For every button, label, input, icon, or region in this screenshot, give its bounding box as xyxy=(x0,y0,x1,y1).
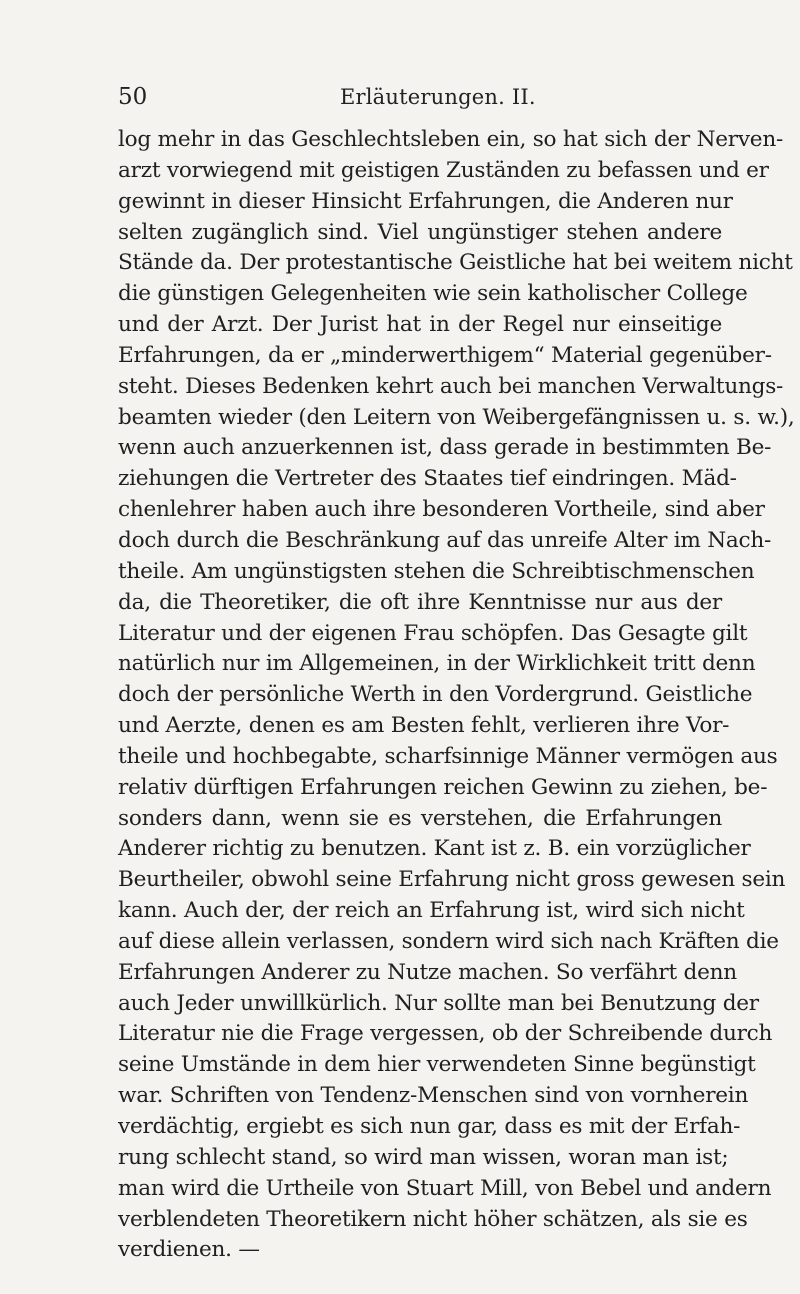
body-text xyxy=(118,125,795,1266)
page-number: 50 xyxy=(118,84,148,110)
text-line: verdächtig, ergiebt es sich nun gar, dass es mit der Erfah- xyxy=(118,1114,741,1139)
text-line: Beurtheiler, obwohl seine Erfahrung nicht gross gewesen sein xyxy=(118,867,786,893)
page-header xyxy=(118,84,718,118)
text-line: log mehr in das Geschlechtsleben ein, so hat sich der Nerven- xyxy=(118,127,784,152)
text-line: auch Jeder unwillkürlich. Nur sollte man bei Benutzung der xyxy=(118,990,759,1016)
text-line: gewinnt in dieser Hinsicht Erfahrungen, die Anderen nur xyxy=(118,188,733,214)
text-line: Erfahrungen, da er „minderwerthigem“ Material gegenüber- xyxy=(118,342,772,368)
text-line: kann. Auch der, der reich an Erfahrung ist, wird sich nicht xyxy=(118,898,745,924)
text-line: Erfahrungen Anderer zu Nutze machen. So verfährt denn xyxy=(118,959,737,985)
text-line: relativ dürftigen Erfahrungen reichen Gewinn zu ziehen, be- xyxy=(118,774,768,800)
text-line: wenn auch anzuerkennen ist, dass gerade in bestimmten Be- xyxy=(118,435,772,461)
text-line: beamten wieder (den Leitern von Weibergefängnissen u. s. w.), xyxy=(118,404,795,430)
text-line: theile. Am ungünstigsten stehen die Schreibtischmenschen xyxy=(118,558,755,584)
text-line: ziehungen die Vertreter des Staates tief eindringen. Mäd- xyxy=(118,466,737,492)
text-line: und der Arzt. Der Jurist hat in der Regel nur einseitige xyxy=(118,312,722,338)
text-line: sonders dann, wenn sie es verstehen, die Erfahrungen xyxy=(118,805,722,831)
text-line: Literatur und der eigenen Frau schöpfen. Das Gesagte gilt xyxy=(118,620,748,646)
text-line: doch der persönliche Werth in den Vordergrund. Geistliche xyxy=(118,682,753,708)
text-line: steht. Dieses Bedenken kehrt auch bei manchen Verwaltungs- xyxy=(118,373,784,399)
text-line: verblendeten Theoretikern nicht höher schätzen, als sie es xyxy=(118,1206,748,1232)
running-title: Erläuterungen. II. xyxy=(340,85,536,109)
text-line: seine Umstände in dem hier verwendeten Sinne begünstigt xyxy=(118,1052,756,1078)
text-line: man wird die Urtheile von Stuart Mill, von Bebel und andern xyxy=(118,1175,772,1201)
text-line: auf diese allein verlassen, sondern wird sich nach Kräften die xyxy=(118,928,779,954)
text-line-final: verdienen. — xyxy=(118,1237,260,1263)
text-line: natürlich nur im Allgemeinen, in der Wirklichkeit tritt denn xyxy=(118,651,756,677)
text-line: rung schlecht stand, so wird man wissen, woran man ist; xyxy=(118,1144,729,1170)
text-line: da, die Theoretiker, die oft ihre Kenntnisse nur aus der xyxy=(118,589,722,615)
text-line: war. Schriften von Tendenz-Menschen sind von vornherein xyxy=(118,1083,749,1109)
text-line: Anderer richtig zu benutzen. Kant ist z. B. ein vorzüglicher xyxy=(118,836,751,862)
text-line: arzt vorwiegend mit geistigen Zuständen zu befassen und er xyxy=(118,157,769,183)
text-line: doch durch die Beschränkung auf das unreife Alter im Nach- xyxy=(118,527,772,553)
text-line: chenlehrer haben auch ihre besonderen Vortheile, sind aber xyxy=(118,497,765,523)
text-line: selten zugänglich sind. Viel ungünstiger stehen andere xyxy=(118,219,722,245)
text-line: theile und hochbegabte, scharfsinnige Männer vermögen aus xyxy=(118,743,778,769)
text-line: Literatur nie die Frage vergessen, ob der Schreibende durch xyxy=(118,1021,773,1047)
text-line: Stände da. Der protestantische Geistliche hat bei weitem nicht xyxy=(118,250,793,276)
text-line: und Aerzte, denen es am Besten fehlt, verlieren ihre Vor- xyxy=(118,713,730,739)
text-line: die günstigen Gelegenheiten wie sein katholischer College xyxy=(118,281,748,307)
